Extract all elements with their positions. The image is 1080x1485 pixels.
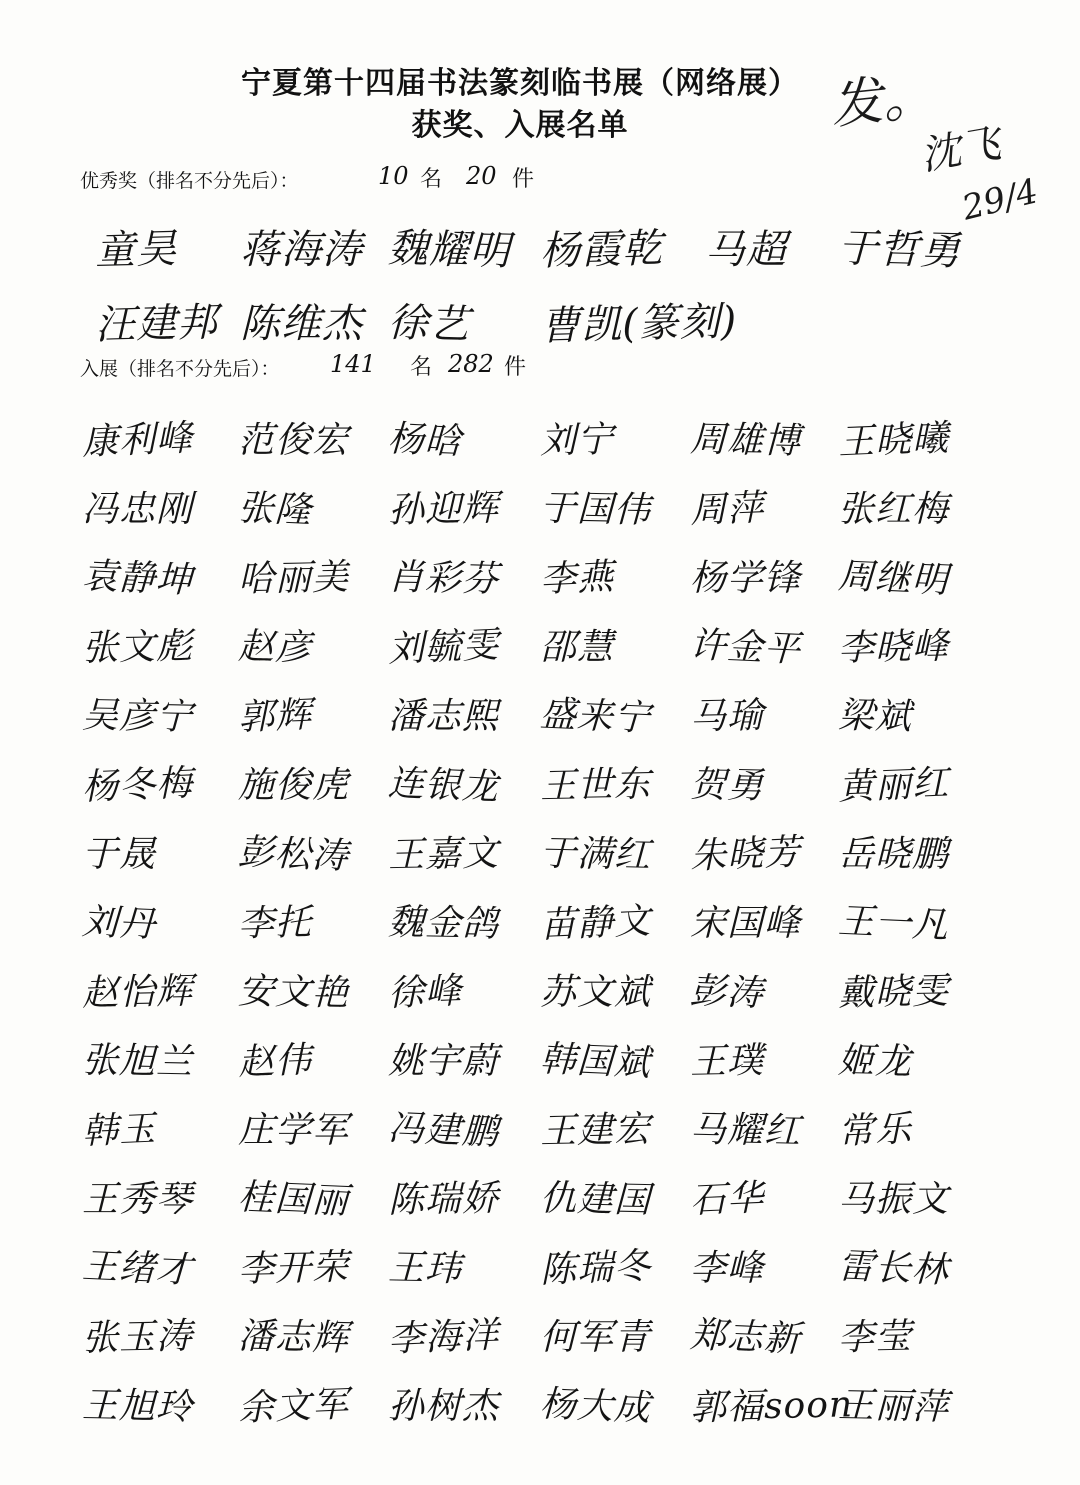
entry-name: 冯建鹏 (387, 1107, 500, 1154)
entry-name: 康利峰 (81, 417, 194, 464)
entry-name: 王一凡 (837, 900, 950, 947)
entry-section-label: 入展（排名不分先后）： (80, 358, 280, 380)
entry-name: 张红梅 (838, 489, 950, 530)
entry-count-works: 282 (448, 350, 494, 378)
entry-name: 杨学锋 (690, 558, 802, 599)
award-unit-people: 名 (420, 167, 443, 192)
award-name: 陈维杰 (240, 301, 363, 347)
entry-name: 王玮 (387, 1247, 463, 1290)
entry-name: 周萍 (689, 487, 765, 532)
entry-name: 李莹 (837, 1316, 913, 1359)
document-title: 宁夏第十四届书法篆刻临书展（网络展） (241, 66, 799, 101)
entry-name: 张旭兰 (81, 1039, 194, 1084)
entry-name: 魏金鸽 (387, 901, 500, 946)
entry-name: 王嘉文 (387, 832, 500, 877)
entry-name: 马振文 (838, 1179, 950, 1220)
entry-name: 陈瑞娇 (387, 1177, 500, 1222)
entry-name: 周雄博 (689, 418, 802, 463)
entry-name: 潘志熙 (388, 696, 500, 737)
award-name: 汪建邦 (94, 299, 219, 349)
entry-name: 袁静坤 (81, 555, 194, 602)
entry-name: 王世东 (539, 763, 652, 808)
award-unit-works: 件 (512, 167, 535, 192)
entry-name: 许金平 (689, 624, 802, 671)
entry-name: 戴晓雯 (837, 970, 950, 1015)
award-name: 蒋海涛 (240, 227, 363, 273)
entry-name: 桂国丽 (237, 1176, 350, 1223)
entry-name: 仇建国 (539, 1177, 652, 1222)
entry-name: 孙迎辉 (387, 487, 500, 532)
entry-name: 刘毓雯 (387, 624, 500, 671)
entry-name: 彭涛 (689, 970, 765, 1015)
entry-name: 赵伟 (237, 1039, 313, 1084)
entry-name: 梁斌 (837, 695, 913, 738)
entry-name: 彭松涛 (237, 831, 350, 878)
entry-name: 周继明 (837, 555, 950, 602)
entry-name: 李峰 (690, 1248, 765, 1289)
award-count-people: 10 (378, 162, 409, 190)
entry-unit-people: 名 (410, 355, 433, 380)
entry-name: 苗静文 (539, 900, 652, 947)
entry-name: 哈丽美 (237, 556, 350, 601)
entry-name: 于满红 (539, 832, 652, 877)
entry-name: 王晓曦 (837, 417, 950, 464)
handwritten-signature: 沈飞 (917, 120, 1004, 180)
entry-name: 杨大成 (539, 1383, 652, 1430)
entry-name: 何军青 (540, 1317, 652, 1358)
entry-name: 徐峰 (387, 970, 463, 1015)
entry-name: 常乐 (837, 1108, 913, 1153)
entry-name: 雷长林 (837, 1245, 950, 1292)
entry-name: 冯忠刚 (82, 489, 194, 530)
entry-name: 姬龙 (837, 1040, 913, 1083)
entry-name: 李托 (237, 902, 313, 945)
entry-name: 盛来宁 (539, 693, 652, 740)
entry-name: 刘丹 (81, 901, 157, 946)
award-name: 童昊 (94, 225, 178, 275)
entry-name: 安文艳 (237, 970, 350, 1015)
entry-name: 黄丽红 (837, 762, 950, 809)
entry-name: 邵慧 (540, 627, 615, 668)
entry-name: 杨冬梅 (81, 762, 194, 809)
entry-name: 朱晓芳 (689, 831, 802, 878)
entry-name: 韩国斌 (539, 1038, 652, 1085)
document-subtitle: 获奖、入展名单 (411, 108, 629, 143)
award-name: 魏耀明 (387, 225, 512, 275)
entry-name: 王绪才 (81, 1245, 194, 1292)
entry-name: 于晟 (82, 834, 157, 875)
entry-name: 潘志辉 (237, 1315, 350, 1360)
entry-name: 张玉涛 (81, 1315, 194, 1360)
entry-name: 范俊宏 (238, 420, 350, 461)
award-name: 于哲勇 (837, 225, 962, 275)
entry-name: 杨晗 (387, 418, 463, 463)
entry-name: 郭辉 (237, 694, 313, 739)
entry-name: 施俊虎 (238, 765, 350, 806)
entry-name: 余文军 (237, 1383, 350, 1430)
entry-name: 连银龙 (387, 762, 500, 809)
entry-name: 吴彦宁 (81, 694, 194, 739)
entry-name: 郭福soon (689, 1384, 854, 1429)
entry-name: 姚宇蔚 (388, 1041, 500, 1082)
entry-name: 韩玉 (81, 1108, 157, 1153)
entry-name: 王旭玲 (81, 1384, 194, 1429)
entry-name: 孙树杰 (388, 1386, 500, 1427)
entry-name: 郑志新 (689, 1314, 802, 1361)
entry-unit-works: 件 (504, 355, 527, 380)
entry-name: 李燕 (539, 556, 615, 601)
entry-name: 于国伟 (539, 487, 652, 532)
award-section-label: 优秀奖（排名不分先后）： (80, 170, 299, 192)
entry-name: 王璞 (689, 1040, 765, 1083)
award-name: 徐艺 (387, 299, 471, 349)
entry-name: 肖彩芬 (387, 556, 500, 601)
entry-name: 李开荣 (237, 1246, 350, 1291)
entry-name: 马耀红 (689, 1108, 802, 1153)
entry-name: 王丽萍 (837, 1384, 950, 1429)
entry-name: 张文彪 (81, 625, 194, 670)
award-count-works: 20 (466, 162, 497, 190)
award-name: 杨霞乾 (539, 225, 664, 275)
award-name: 曹凯(篆刻) (539, 298, 738, 350)
entry-name: 石华 (689, 1177, 765, 1222)
entry-name: 赵彦 (237, 626, 313, 669)
entry-name: 王建宏 (539, 1108, 652, 1153)
handwritten-approval-mark: 发。 (827, 65, 938, 137)
entry-name: 宋国峰 (690, 903, 802, 944)
entry-name: 贺勇 (689, 764, 765, 807)
entry-name: 李海洋 (387, 1314, 500, 1361)
handwritten-date: 29/4 (958, 171, 1043, 229)
entry-name: 李晓峰 (837, 625, 950, 670)
entry-name: 苏文斌 (540, 972, 652, 1013)
entry-name: 张隆 (237, 487, 313, 532)
entry-name: 岳晓鹏 (838, 834, 950, 875)
entry-name: 刘宁 (539, 419, 615, 462)
entry-name: 赵怡辉 (81, 970, 194, 1015)
award-name: 马超 (705, 227, 787, 273)
entry-name: 王秀琴 (82, 1179, 194, 1220)
entry-name: 马瑜 (689, 695, 765, 738)
entry-count-people: 141 (330, 350, 376, 378)
entry-name: 庄学军 (238, 1110, 350, 1151)
entry-name: 陈瑞冬 (539, 1245, 652, 1292)
